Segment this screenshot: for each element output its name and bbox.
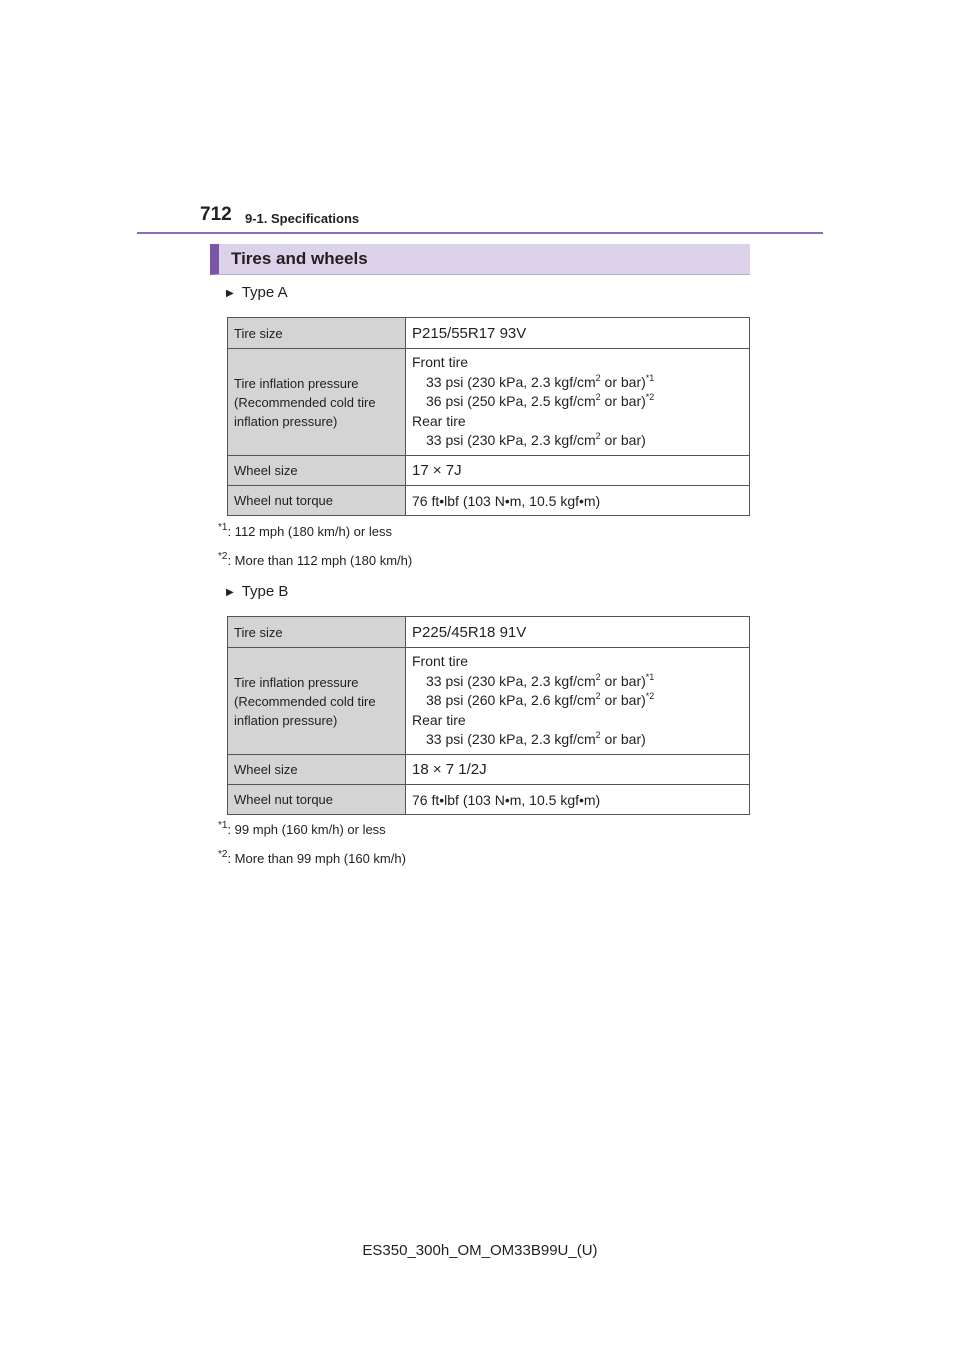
- wheel-nut-label: Wheel nut torque: [228, 486, 406, 516]
- triangle-bullet-icon: ▶: [226, 288, 234, 299]
- front-tire-label: Front tire: [412, 354, 469, 371]
- pressure-label-line: (Recommended cold tire: [234, 693, 376, 709]
- footnote: $^{*1}$: 112 mph (180 km/h) or less: [218, 522, 392, 539]
- pressure-label: [228, 648, 406, 755]
- wheel-size-label: Wheel size: [228, 456, 406, 486]
- table-row: [228, 617, 750, 648]
- page-number: 712: [200, 204, 232, 225]
- rear-pressure-line: 33 psi (230 kPa, 2.3 kgf/$cm^2$ or bar): [426, 730, 646, 748]
- table-row: [228, 486, 750, 516]
- front-pressure-line: 33 psi (230 kPa, 2.3 kgf/$cm^2$ or bar)$^{*1}$: [426, 372, 655, 390]
- table-row: [228, 349, 750, 456]
- wheel-size-value: 17 × 7J: [406, 456, 750, 486]
- pressure-label-line: Tire inflation pressure: [234, 674, 359, 690]
- type-a-heading: [226, 284, 288, 301]
- table-row: [228, 785, 750, 815]
- type-a-table: [227, 317, 750, 516]
- table-row: [228, 456, 750, 486]
- pressure-label-line: inflation pressure): [234, 413, 338, 429]
- table-row: [228, 318, 750, 349]
- front-pressure-line: 36 psi (250 kPa, 2.5 kgf/$cm^2$ or bar)$^{*2}$: [426, 392, 655, 410]
- footnote: $^{*2}$: More than 112 mph (180 km/h): [218, 551, 413, 568]
- type-a-label: Type A: [241, 284, 288, 301]
- pressure-value: [406, 648, 750, 755]
- wheel-nut-value: 76 ft•lbf (103 N•m, 10.5 kgf•m): [406, 486, 750, 516]
- pressure-label-line: inflation pressure): [234, 712, 338, 728]
- rear-pressure-line: 33 psi (230 kPa, 2.3 kgf/$cm^2$ or bar): [426, 431, 646, 449]
- front-pressure-line: 33 psi (230 kPa, 2.3 kgf/$cm^2$ or bar)$^{*1}$: [426, 671, 655, 689]
- wheel-nut-value: 76 ft•lbf (103 N•m, 10.5 kgf•m): [406, 785, 750, 815]
- document-code: ES350_300h_OM_OM33B99U_(U): [362, 1242, 598, 1259]
- wheel-size-label: Wheel size: [228, 755, 406, 785]
- pressure-label-line: Tire inflation pressure: [234, 375, 359, 391]
- tire-size-value: P215/55R17 93V: [406, 318, 750, 349]
- header-rule: [137, 232, 823, 234]
- triangle-bullet-icon: ▶: [226, 587, 234, 598]
- wheel-size-value: 18 × 7 1/2J: [406, 755, 750, 785]
- rear-tire-label: Rear tire: [412, 711, 466, 728]
- rear-tire-label: Rear tire: [412, 412, 466, 429]
- front-pressure-line: 38 psi (260 kPa, 2.6 kgf/$cm^2$ or bar)$^{*2}$: [426, 691, 655, 709]
- footnote: $^{*2}$: More than 99 mph (160 km/h): [218, 849, 406, 866]
- type-b-label: Type B: [241, 583, 289, 600]
- section-title: Tires and wheels: [210, 244, 750, 275]
- pressure-label-line: (Recommended cold tire: [234, 394, 376, 410]
- tire-size-label: Tire size: [228, 617, 406, 648]
- pressure-label: [228, 349, 406, 456]
- chapter-title: 9-1. Specifications: [245, 211, 360, 226]
- table-row: [228, 648, 750, 755]
- tire-size-value: P225/45R18 91V: [406, 617, 750, 648]
- tire-size-label: Tire size: [228, 318, 406, 349]
- type-b-table: [227, 616, 750, 815]
- wheel-nut-label: Wheel nut torque: [228, 785, 406, 815]
- table-row: [228, 755, 750, 785]
- footnote: $^{*1}$: 99 mph (160 km/h) or less: [218, 820, 386, 837]
- type-b-heading: [226, 583, 288, 600]
- front-tire-label: Front tire: [412, 653, 469, 670]
- pressure-value: [406, 349, 750, 456]
